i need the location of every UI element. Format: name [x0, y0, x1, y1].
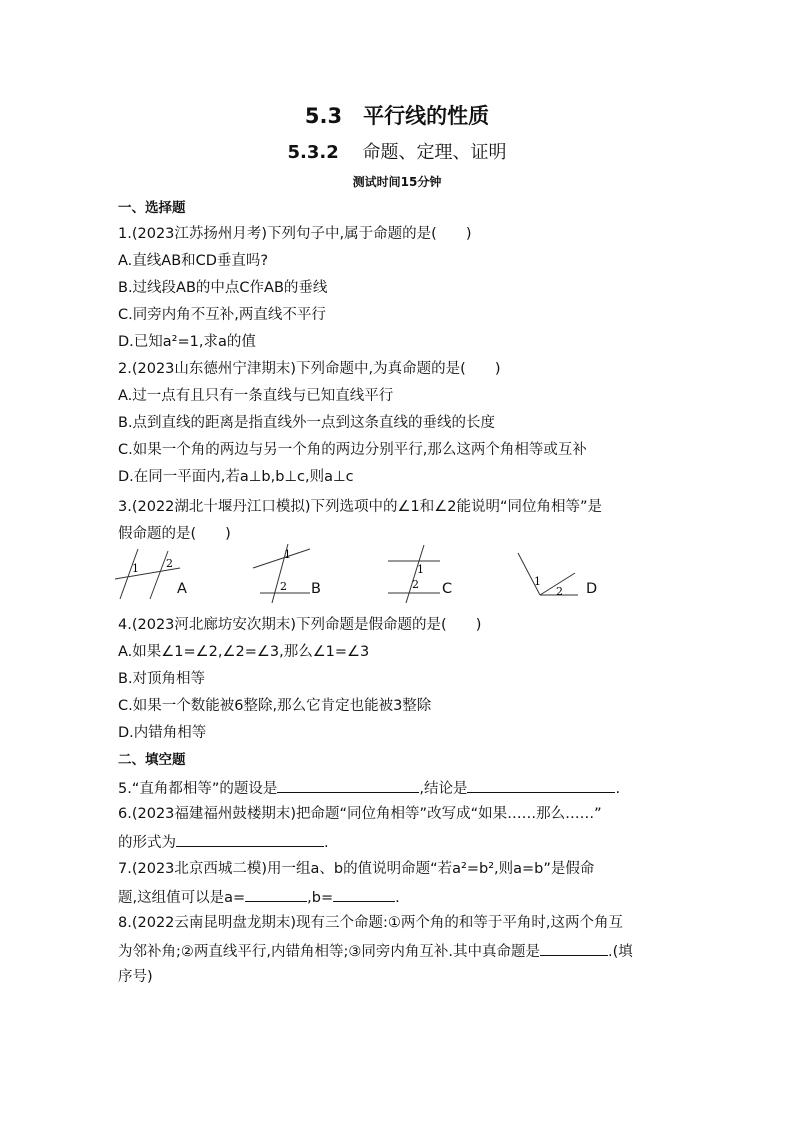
fig-c-angle-1: 1 — [417, 563, 424, 576]
q7-text-mid: ,b= — [307, 890, 334, 906]
q7-line1: 7.(2023北京西城二模)用一组a、b的值说明命题“若a²=b²,则a=b”是假命 — [118, 861, 595, 877]
q8-line3: 序号) — [118, 969, 153, 985]
q8-line1: 8.(2022云南昆明盘龙期末)现有三个命题:①两个角的和等于平角时,这两个角互 — [118, 915, 624, 931]
fig-b-angle-1: 1 — [284, 548, 291, 561]
q5-blank-hypothesis[interactable] — [277, 777, 419, 793]
q6-text-pre: 的形式为 — [118, 835, 176, 851]
q6-blank[interactable] — [176, 831, 324, 847]
q6-line2 — [118, 831, 329, 853]
fig-a-angle-1: 1 — [132, 562, 139, 575]
q1-stem: 1.(2023江苏扬州月考)下列句子中,属于命题的是( ) — [118, 226, 472, 242]
q4-option-c: C.如果一个数能被6整除,那么它肯定也能被3整除 — [118, 698, 432, 714]
q5-text-mid: ,结论是 — [419, 781, 468, 797]
fig-d-angle-1: 1 — [534, 575, 541, 588]
q5-text-pre: 5.“直角都相等”的题设是 — [118, 781, 278, 797]
page-title: 5.3 平行线的性质 — [304, 104, 490, 128]
q7-blank-a[interactable] — [245, 886, 307, 902]
q7-text-end: . — [395, 890, 400, 906]
q1-option-b: B.过线段AB的中点C作AB的垂线 — [118, 280, 328, 296]
q6-line1: 6.(2023福建福州鼓楼期末)把命题“同位角相等”改写成“如果……那么……” — [118, 806, 602, 822]
q2-option-b: B.点到直线的距离是指直线外一点到这条直线的垂线的长度 — [118, 415, 496, 431]
q3-stem-line2: 假命题的是( ) — [118, 526, 231, 542]
q7-line2 — [118, 886, 400, 908]
figure-a-label: A — [177, 581, 187, 597]
q5-blank-conclusion[interactable] — [467, 777, 615, 793]
q2-stem: 2.(2023山东德州宁津期末)下列命题中,为真命题的是( ) — [118, 361, 501, 377]
fig-a-angle-2: 2 — [166, 557, 173, 570]
q7-blank-b[interactable] — [333, 886, 395, 902]
q1-option-d: D.已知a²=1,求a的值 — [118, 334, 256, 350]
q3-figures — [110, 543, 630, 605]
fig-b-angle-2: 2 — [280, 580, 287, 593]
q1-option-a: A.直线AB和CD垂直吗? — [118, 253, 269, 269]
subtitle-number: 5.3.2 — [287, 142, 339, 163]
q8-text-pre: 为邻补角;②两直线平行,内错角相等;③同旁内角互补.其中真命题是 — [118, 944, 540, 960]
q3-stem-line1: 3.(2022湖北十堰丹江口模拟)下列选项中的∠1和∠2能说明“同位角相等”是 — [118, 499, 603, 515]
q4-option-d: D.内错角相等 — [118, 725, 207, 741]
q8-text-end: .(填 — [608, 944, 633, 960]
section-heading-choice: 一、选择题 — [118, 200, 186, 216]
test-time: 测试时间15分钟 — [352, 175, 442, 189]
figure-c-label: C — [442, 581, 453, 597]
fig-c-angle-2: 2 — [412, 578, 419, 591]
fig-d-angle-2: 2 — [556, 585, 563, 598]
section-subtitle — [0, 138, 794, 164]
q8-blank[interactable] — [540, 940, 608, 956]
q2-option-c: C.如果一个角的两边与另一个角的两边分别平行,那么这两个角相等或互补 — [118, 442, 587, 458]
subtitle-text: 命题、定理、证明 — [362, 142, 507, 163]
figure-b-label: B — [311, 581, 321, 597]
q1-option-c: C.同旁内角不互补,两直线不平行 — [118, 307, 326, 323]
q5-text-end: . — [615, 781, 621, 797]
q6-text-end: . — [324, 835, 329, 851]
section-heading-fill: 二、填空题 — [118, 752, 186, 768]
q4-option-b: B.对顶角相等 — [118, 671, 206, 687]
q4-option-a: A.如果∠1=∠2,∠2=∠3,那么∠1=∠3 — [118, 644, 370, 660]
figure-d-label: D — [586, 581, 598, 597]
q7-text-pre: 题,这组值可以是a= — [118, 890, 246, 906]
q2-option-d: D.在同一平面内,若a⊥b,b⊥c,则a⊥c — [118, 469, 354, 485]
q2-option-a: A.过一点有且只有一条直线与已知直线平行 — [118, 388, 394, 404]
q4-stem: 4.(2023河北廊坊安次期末)下列命题是假命题的是( ) — [118, 617, 482, 633]
q5-line — [118, 777, 620, 799]
figure-a-diagram — [110, 543, 185, 603]
q8-line2 — [118, 940, 633, 962]
figure-d-diagram — [510, 543, 590, 603]
